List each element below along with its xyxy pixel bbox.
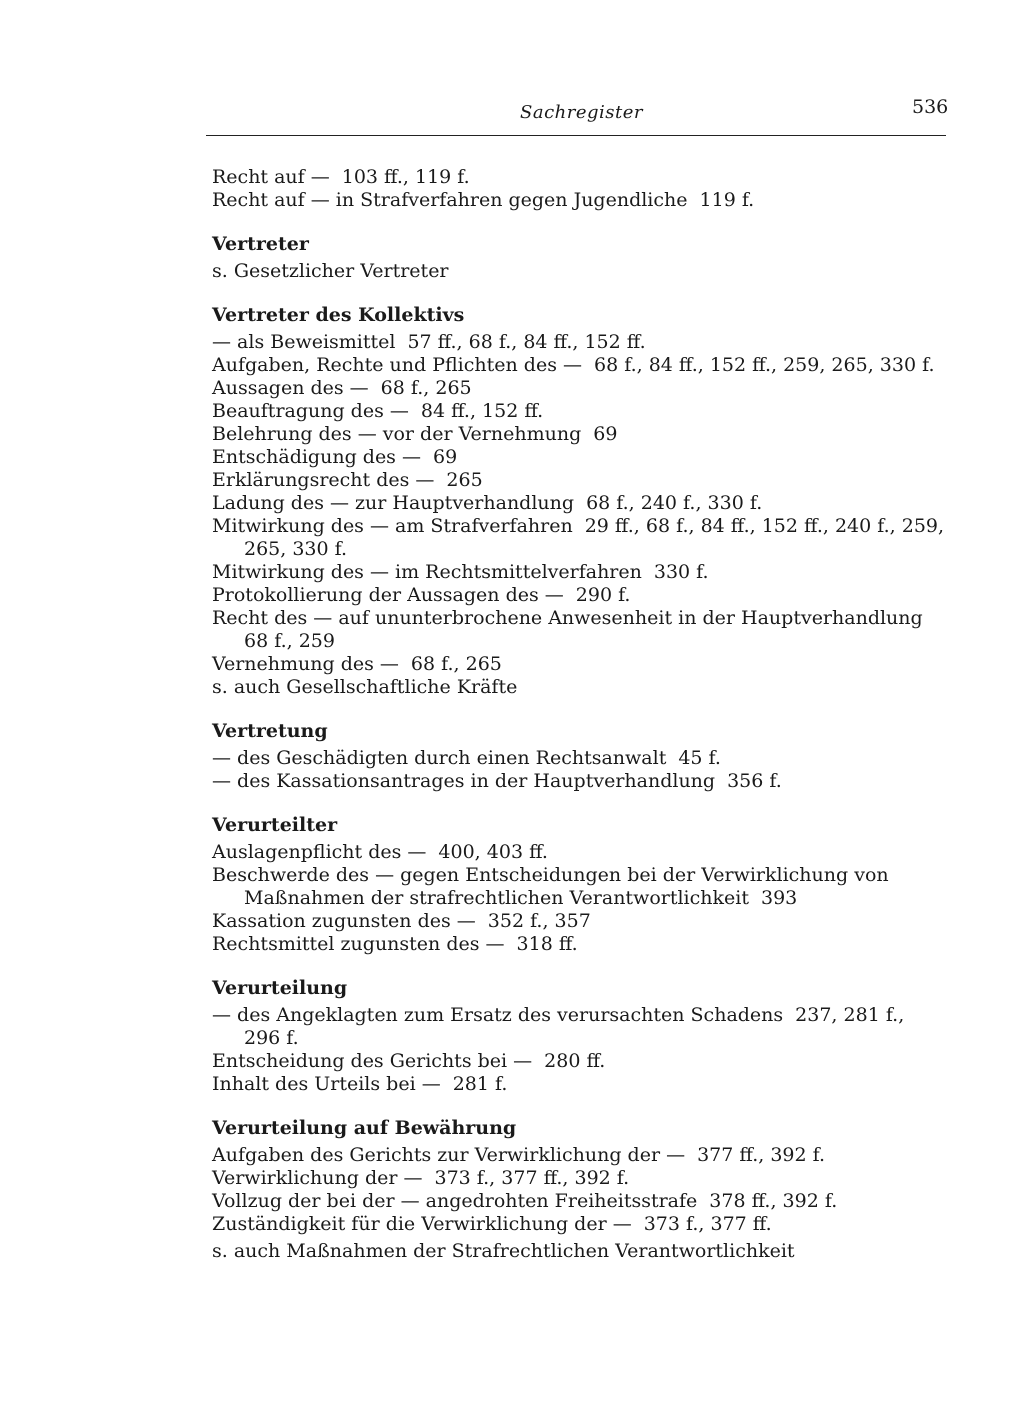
entry-heading: Vertretung <box>212 720 328 742</box>
header-rule <box>206 135 946 136</box>
index-line: Auslagenpflicht des — 400, 403 ff. <box>212 841 548 863</box>
index-entry-verurteilung <box>212 977 957 1096</box>
index-line: Aufgaben, Rechte und Pflichten des — 68 f., 84 ff., 152 ff., 259, 265, 330 f. <box>212 354 935 376</box>
index-line-continuation: 296 f. <box>244 1027 299 1049</box>
index-line: — des Angeklagten zum Ersatz des verursachten Schadens 237, 281 f., <box>212 1004 905 1026</box>
index-line: Mitwirkung des — am Strafverfahren 29 ff., 68 f., 84 ff., 152 ff., 240 f., 259, <box>212 515 945 537</box>
index-line-continuation: 68 f., 259 <box>244 630 335 652</box>
entry-heading: Verurteilter <box>212 814 338 836</box>
index-line: s. Gesetzlicher Vertreter <box>212 260 449 282</box>
index-line: Ladung des — zur Hauptverhandlung 68 f., 240 f., 330 f. <box>212 492 763 514</box>
index-line: Aufgaben des Gerichts zur Verwirklichung der — 377 ff., 392 f. <box>212 1144 826 1166</box>
index-line: Protokollierung der Aussagen des — 290 f. <box>212 584 631 606</box>
index-line: Erklärungsrecht des — 265 <box>212 469 483 491</box>
entry-heading: Vertreter des Kollektivs <box>212 304 465 326</box>
index-line-continuation: Maßnahmen der strafrechtlichen Verantwortlichkeit 393 <box>244 887 798 909</box>
index-line: Verwirklichung der — 373 f., 377 ff., 392 f. <box>212 1167 630 1189</box>
entry-heading: Verurteilung auf Bewährung <box>212 1117 517 1139</box>
index-line: — als Beweismittel 57 ff., 68 f., 84 ff., 152 ff. <box>212 331 646 353</box>
index-entry-vertreter-des-kollektivs <box>212 304 957 699</box>
index-line: Recht auf — in Strafverfahren gegen Jugendliche 119 f. <box>212 189 755 211</box>
index-entry-vertretung <box>212 720 957 793</box>
index-line: Rechtsmittel zugunsten des — 318 ff. <box>212 933 578 955</box>
index-line: Beauftragung des — 84 ff., 152 ff. <box>212 400 544 422</box>
index-line: Entscheidung des Gerichts bei — 280 ff. <box>212 1050 606 1072</box>
index-line: Aussagen des — 68 f., 265 <box>212 377 472 399</box>
index-line: Belehrung des — vor der Vernehmung 69 <box>212 423 618 445</box>
index-line: s. auch Gesellschaftliche Kräfte <box>212 676 518 698</box>
index-line: — des Geschädigten durch einen Rechtsanwalt 45 f. <box>212 747 721 769</box>
entry-heading: Verurteilung <box>212 977 348 999</box>
index-line: Mitwirkung des — im Rechtsmittelverfahren 330 f. <box>212 561 709 583</box>
index-entry-verurteilter <box>212 814 957 956</box>
index-content <box>212 166 957 1263</box>
running-header-title: Sachregister <box>520 102 643 123</box>
continued-entries <box>212 166 957 212</box>
index-line: — des Kassationsantrages in der Hauptverhandlung 356 f. <box>212 770 782 792</box>
index-line: Recht auf — 103 ff., 119 f. <box>212 166 470 188</box>
index-entry-verurteilung-auf-bewaehrung <box>212 1117 957 1263</box>
index-line: Zuständigkeit für die Verwirklichung der — 373 f., 377 ff. <box>212 1213 772 1235</box>
index-line: Entschädigung des — 69 <box>212 446 458 468</box>
index-line: Inhalt des Urteils bei — 281 f. <box>212 1073 508 1095</box>
index-line: Beschwerde des — gegen Entscheidungen bei der Verwirklichung von <box>212 864 889 886</box>
index-line-continuation: 265, 330 f. <box>244 538 348 560</box>
page-number: 536 <box>912 96 949 118</box>
index-line: Vernehmung des — 68 f., 265 <box>212 653 502 675</box>
index-line: Recht des — auf ununterbrochene Anwesenheit in der Hauptverhandlung <box>212 607 923 629</box>
index-line: Kassation zugunsten des — 352 f., 357 <box>212 910 591 932</box>
index-line: Vollzug der bei der — angedrohten Freiheitsstrafe 378 ff., 392 f. <box>212 1190 838 1212</box>
index-line: s. auch Maßnahmen der Strafrechtlichen Verantwortlichkeit <box>212 1240 795 1262</box>
entry-heading: Vertreter <box>212 233 309 255</box>
index-entry-vertreter <box>212 233 957 283</box>
